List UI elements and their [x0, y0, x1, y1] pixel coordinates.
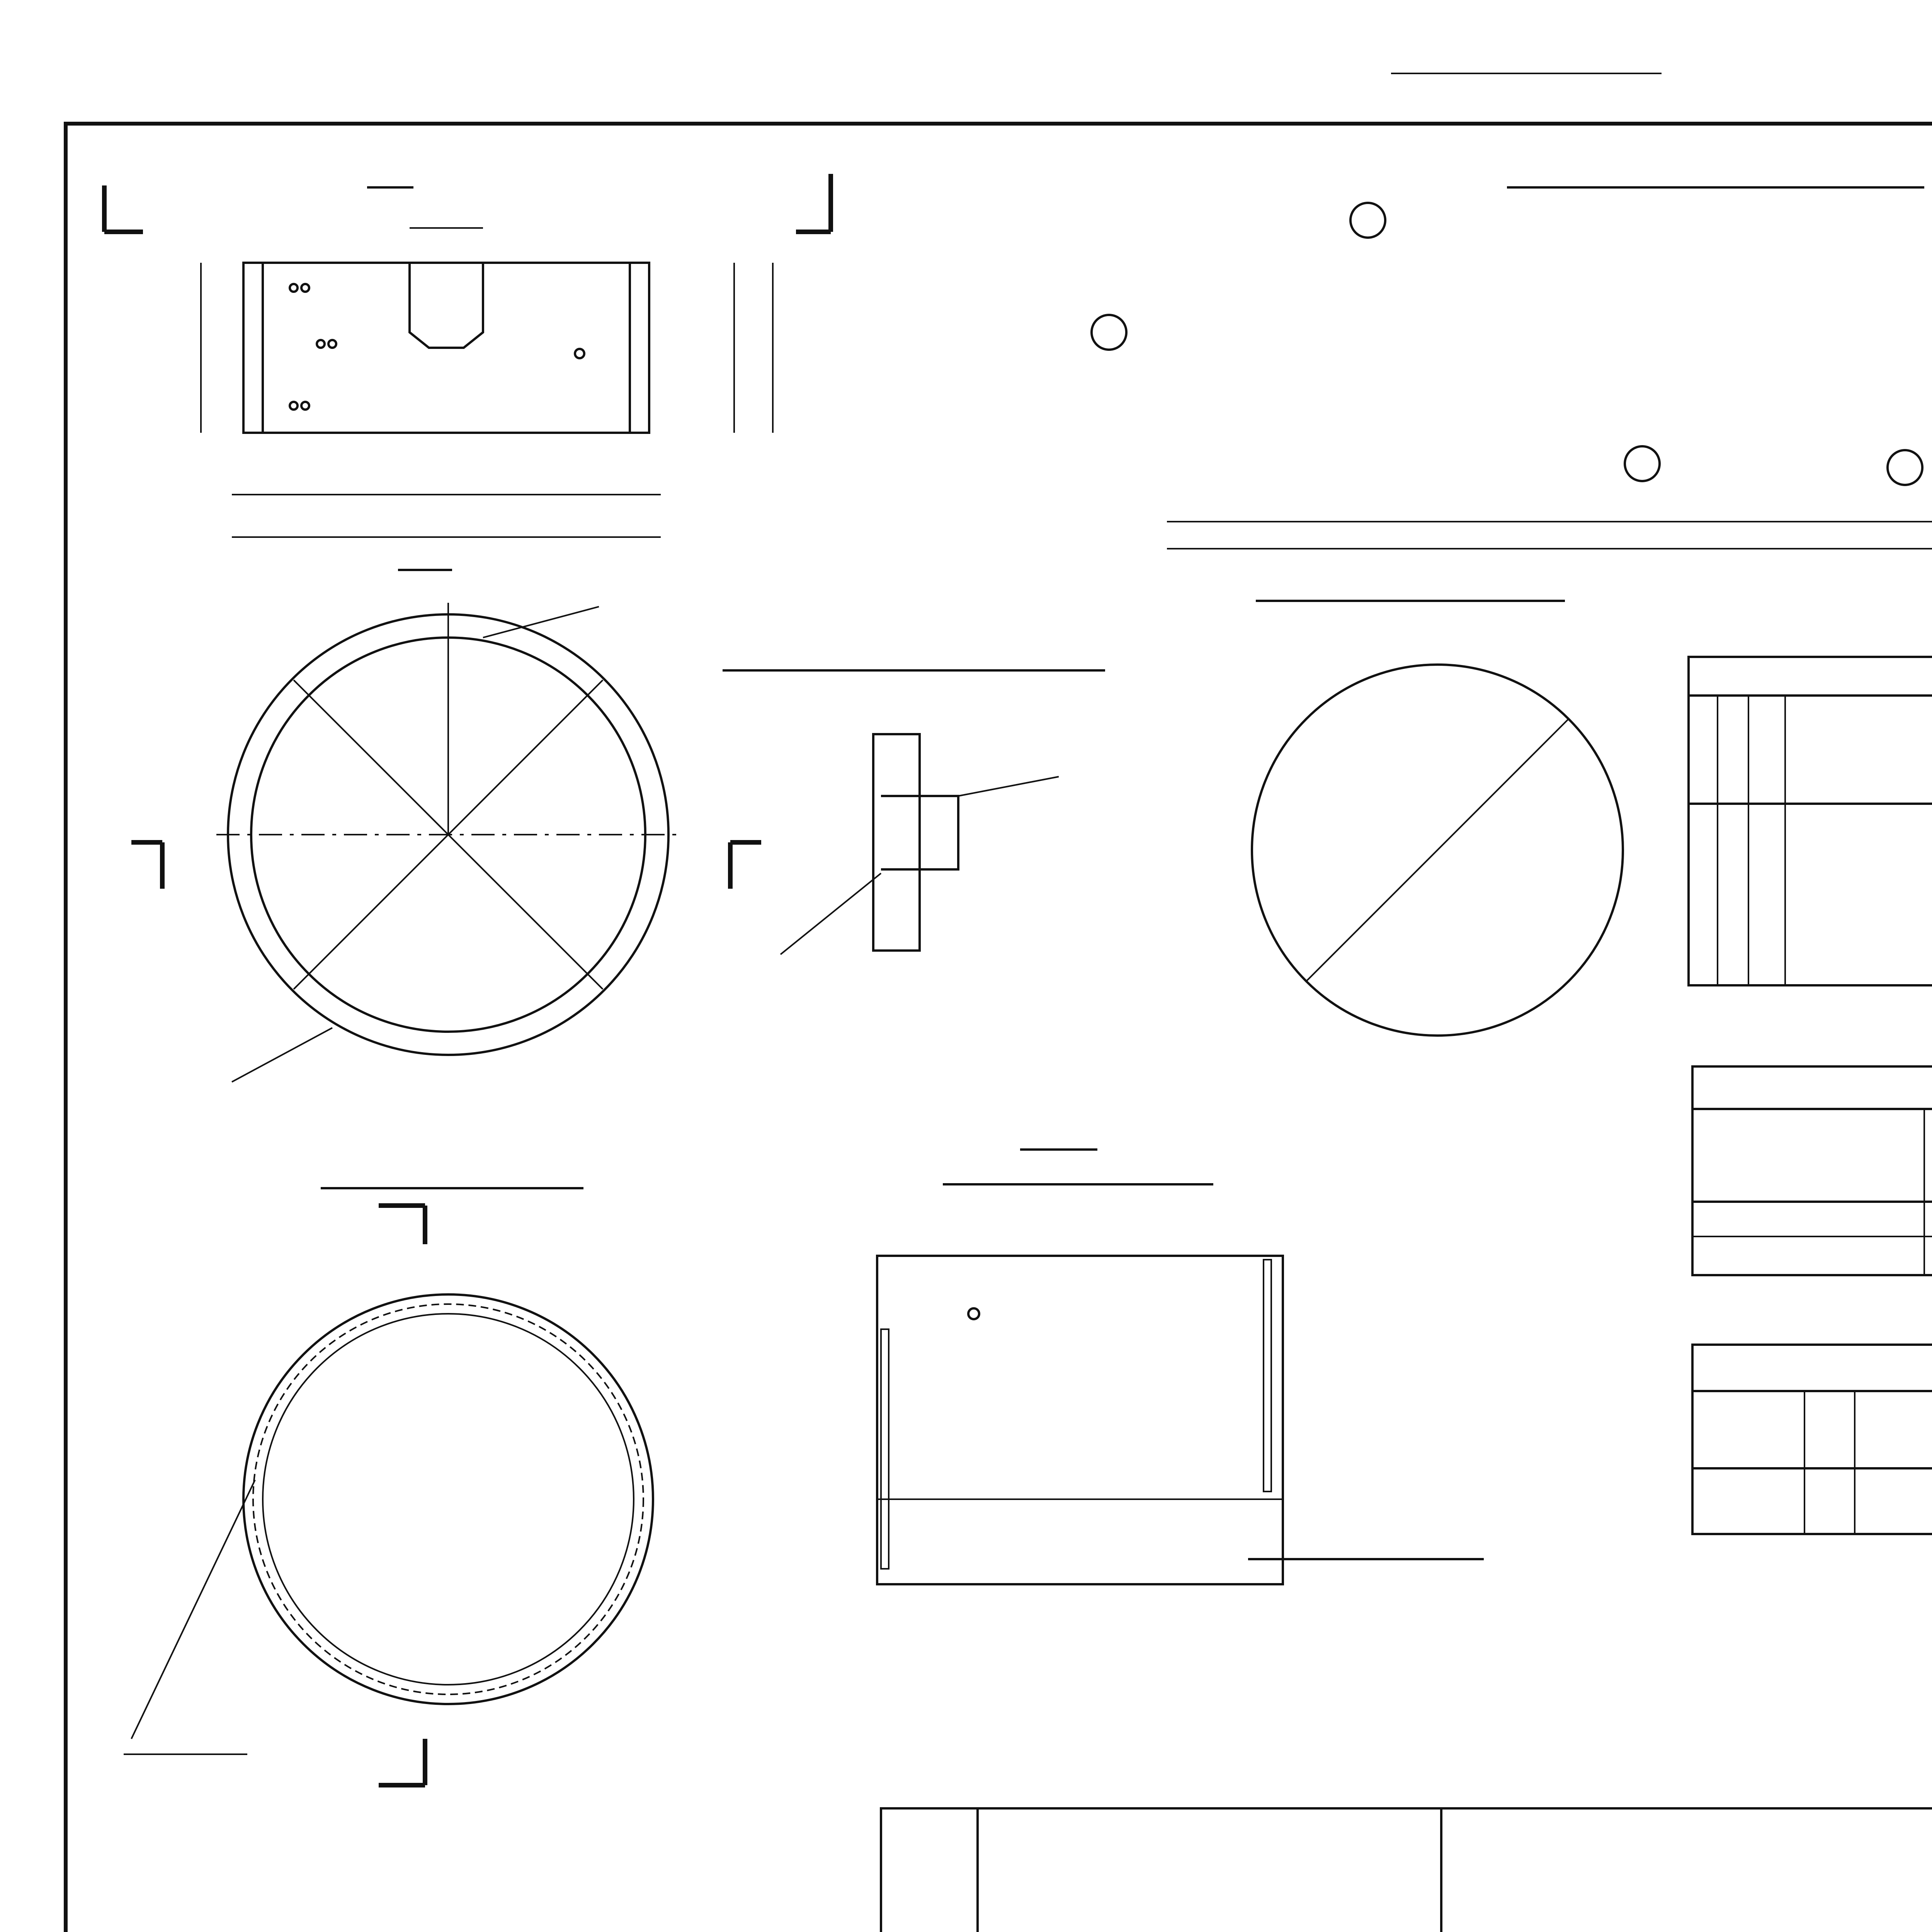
mesh-c1 [1092, 187, 1932, 549]
section-3-3 [877, 1150, 1283, 1584]
section-2-2 [131, 570, 761, 1082]
section-2-2-reinforcement [124, 1188, 653, 1785]
section-1-1 [104, 174, 831, 537]
detail-anchor [723, 670, 1105, 954]
mesh-bent [1252, 601, 1623, 1036]
steel-table [1692, 1345, 1932, 1534]
materials-table [1692, 1066, 1932, 1275]
spec-table [1689, 657, 1932, 985]
title-block [881, 1808, 1932, 1932]
sheet-frame [66, 124, 1932, 1932]
